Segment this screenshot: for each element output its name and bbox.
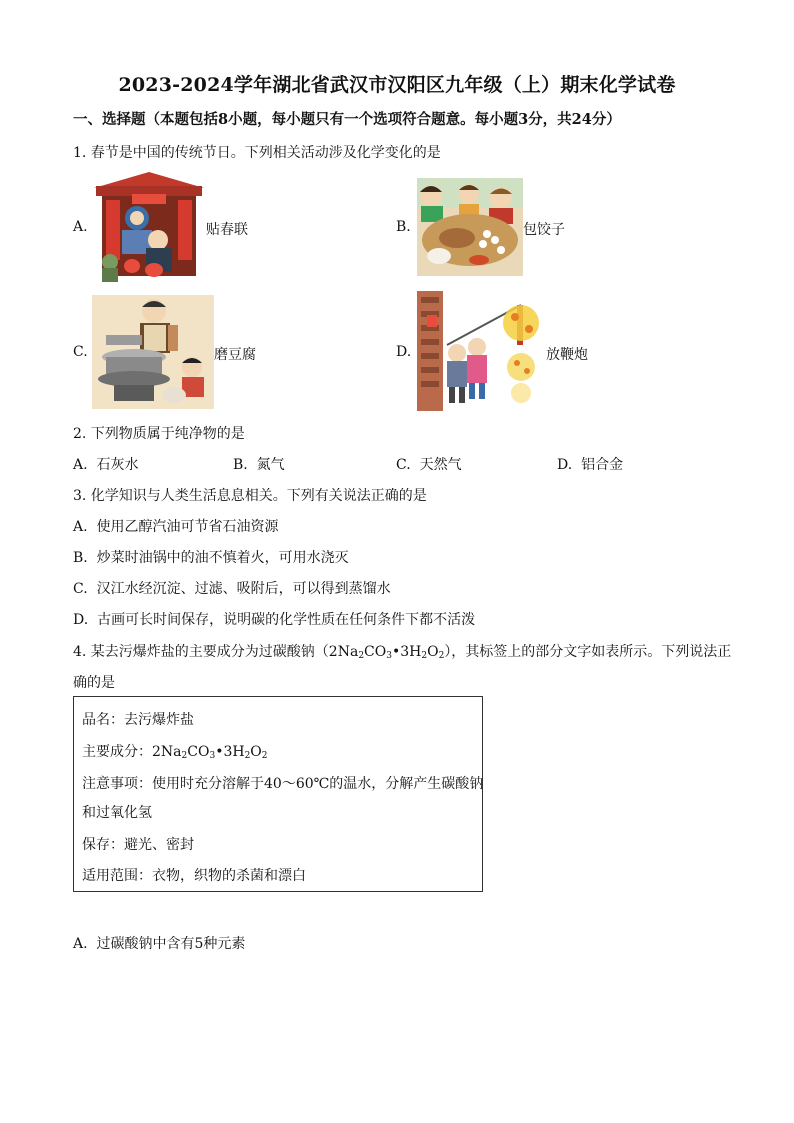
q4-option-a-text: 过碳酸钠中含有5种元素 bbox=[96, 936, 246, 952]
q3-option-b-letter: B. bbox=[73, 550, 88, 566]
q3-option-c-letter: C. bbox=[73, 581, 88, 597]
q3-option-d-letter: D. bbox=[73, 612, 89, 628]
product-label-box bbox=[73, 696, 483, 892]
q2-option-a[interactable] bbox=[73, 454, 138, 474]
question-4-stem-line2: 确的是 bbox=[73, 675, 115, 691]
tofu-grinding-image bbox=[92, 295, 214, 409]
label-storage: 保存：避光、密封 bbox=[82, 837, 194, 853]
q4-stem-pre: 4. 某去污爆炸盐的主要成分为过碳酸钠（2Na bbox=[73, 644, 359, 660]
q3-option-b-text: 炒菜时油锅中的油不慎着火，可用水浇灭 bbox=[96, 550, 349, 566]
couplet-image bbox=[92, 170, 206, 284]
q1-option-d-letter[interactable]: D. bbox=[396, 344, 412, 360]
q1-option-a-text: 贴春联 bbox=[206, 222, 248, 238]
q2-option-b-letter: B. bbox=[233, 457, 248, 473]
q2-option-d[interactable] bbox=[557, 454, 623, 474]
label-ingredient-pre: 主要成分：2Na bbox=[82, 744, 182, 760]
section-heading: 一、选择题（本题包括8小题，每小题只有一个选项符合题意。每小题3分，共24分） bbox=[73, 111, 621, 128]
q2-option-d-text: 铝合金 bbox=[581, 457, 624, 473]
label-notice-line2: 和过氧化氢 bbox=[82, 805, 152, 821]
q4-option-a-letter: A. bbox=[73, 936, 88, 952]
q2-option-c-letter: C. bbox=[396, 457, 411, 473]
question-4-stem: 4. 某去污爆炸盐的主要成分为过碳酸钠$(2Na_2CO_3•3H_2O_2)$，其标签上的部分文字如表所示。下列说法正 bbox=[73, 644, 732, 661]
q3-option-a[interactable] bbox=[73, 516, 278, 536]
q2-option-c[interactable] bbox=[396, 454, 462, 474]
label-ingredient: 主要成分：$2Na_2CO_3•3H_2O_2$ bbox=[82, 744, 268, 761]
q1-option-c-letter[interactable]: C. bbox=[73, 344, 88, 360]
firecrackers-image bbox=[417, 291, 543, 411]
q2-option-a-letter: A. bbox=[73, 457, 88, 473]
q3-option-a-letter: A. bbox=[73, 519, 88, 535]
q4-stem-post: ），其标签上的部分文字如表所示。下列说法正 bbox=[444, 644, 732, 660]
label-notice-line1: 注意事项：使用时充分溶解于40～60℃的温水，分解产生碳酸钠 bbox=[82, 776, 484, 792]
question-3-stem: 3. 化学知识与人类生活息息相关。下列有关说法正确的是 bbox=[73, 488, 427, 504]
q2-option-c-text: 天然气 bbox=[419, 457, 462, 473]
q3-option-d-text: 古画可长时间保存，说明碳的化学性质在任何条件下都不活泼 bbox=[97, 612, 476, 628]
q2-option-a-text: 石灰水 bbox=[96, 457, 139, 473]
label-name: 品名：去污爆炸盐 bbox=[82, 712, 194, 728]
q3-option-c[interactable] bbox=[73, 578, 391, 598]
q2-option-d-letter: D. bbox=[557, 457, 573, 473]
q1-option-b-letter[interactable]: B. bbox=[396, 219, 411, 235]
q2-option-b[interactable] bbox=[233, 454, 285, 474]
dumplings-image bbox=[417, 178, 523, 276]
q2-option-b-text: 氮气 bbox=[256, 457, 285, 473]
question-2-stem: 2. 下列物质属于纯净物的是 bbox=[73, 426, 245, 442]
q1-option-a-letter[interactable]: A. bbox=[73, 219, 88, 235]
q1-option-d-text: 放鞭炮 bbox=[546, 347, 588, 363]
question-1-stem: 1. 春节是中国的传统节日。下列相关活动涉及化学变化的是 bbox=[73, 145, 441, 161]
q3-option-b[interactable] bbox=[73, 547, 349, 567]
q1-option-b-text: 包饺子 bbox=[523, 222, 565, 238]
q4-option-a[interactable] bbox=[73, 933, 245, 953]
label-scope: 适用范围：衣物，织物的杀菌和漂白 bbox=[82, 868, 306, 884]
q1-option-c-text: 磨豆腐 bbox=[214, 347, 256, 363]
q3-option-a-text: 使用乙醇汽油可节省石油资源 bbox=[96, 519, 279, 535]
q3-option-c-text: 汉江水经沉淀、过滤、吸附后，可以得到蒸馏水 bbox=[96, 581, 391, 597]
q3-option-d[interactable] bbox=[73, 609, 475, 629]
page-title: 2023-2024学年湖北省武汉市汉阳区九年级（上）期末化学试卷 bbox=[118, 74, 676, 96]
